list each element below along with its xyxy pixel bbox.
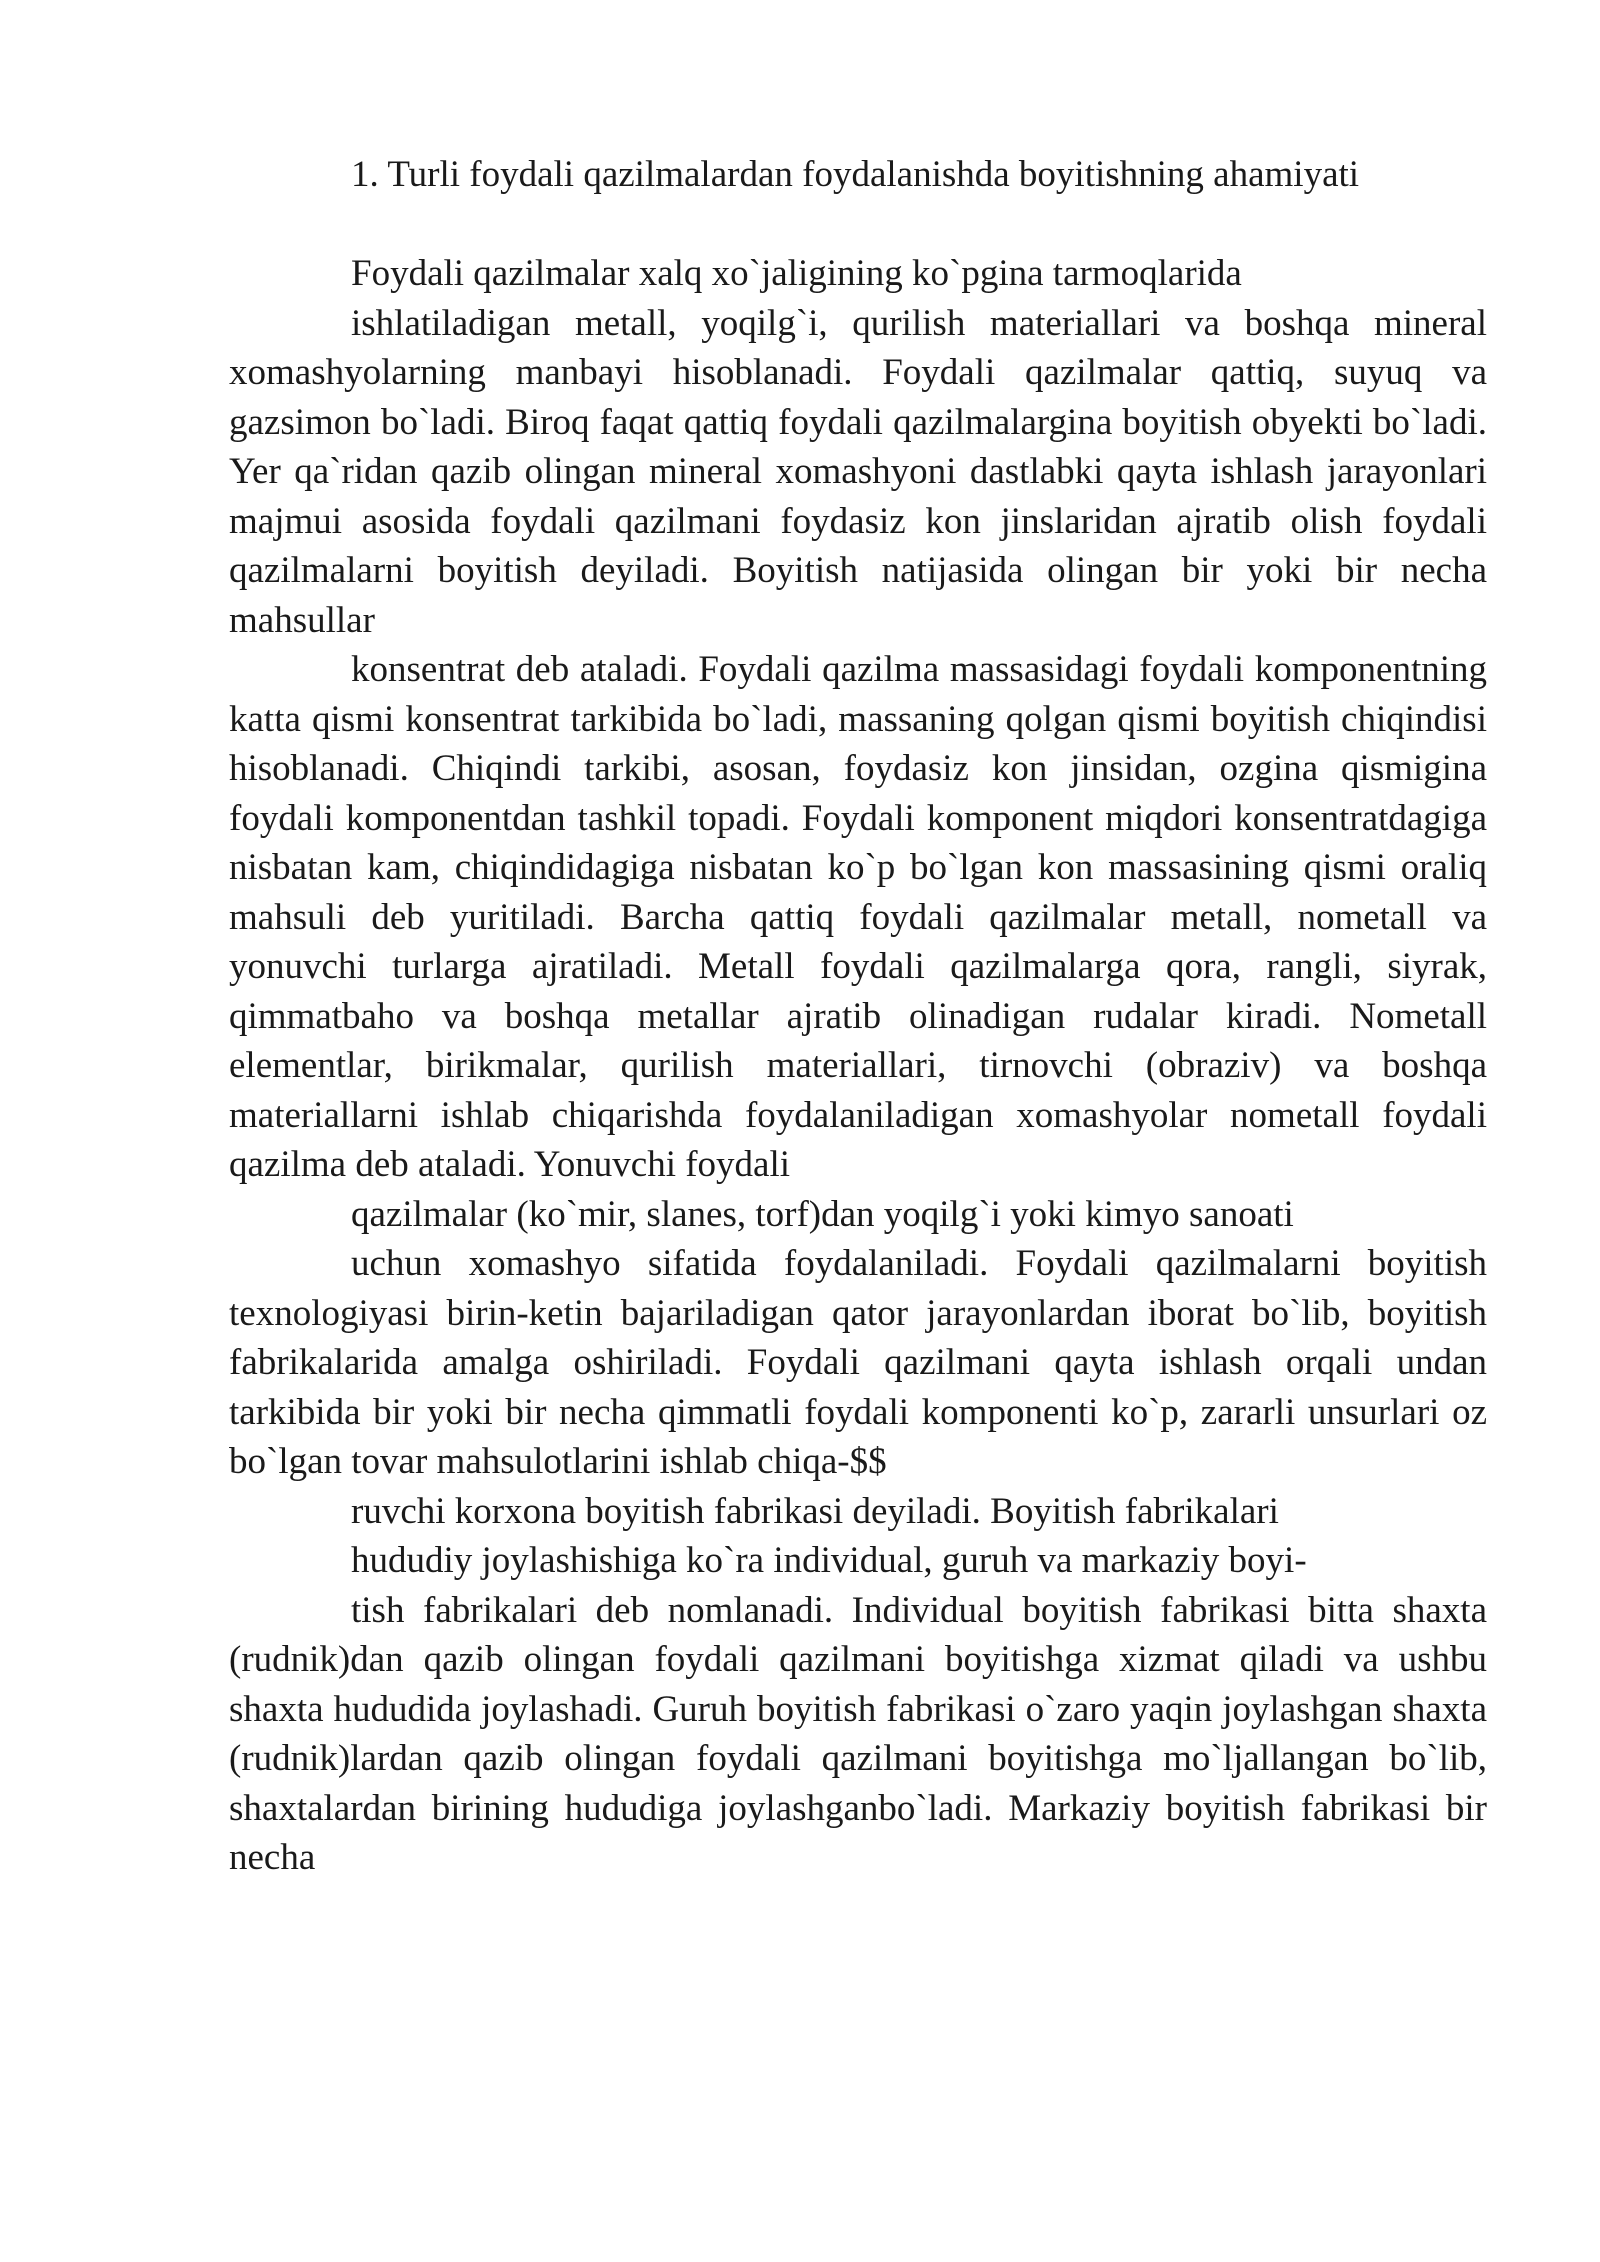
section-heading: 1. Turli foydali qazilmalardan foydalanishda boyitishning ahamiyati bbox=[351, 154, 1360, 195]
body-paragraph: hududiy joylashishiga ko`ra individual, guruh va markaziy boyi- bbox=[351, 1540, 1307, 1581]
body-text bbox=[229, 249, 1487, 1883]
body-paragraph: qazilmalar (ko`mir, slanes, torf)dan yoqilg`i yoki kimyo sanoati bbox=[351, 1193, 1294, 1235]
body-paragraph: konsentrat deb ataladi. Foydali qazilma massasidagi foydali komponentning katta qismi konsentrat tarkibida bo`ladi, massaning qolgan qismi boyitish chiqindisi hisoblanadi. Chiqindi tarkibi, asosan, foydasiz kon jinsidan, ozgina qismigina foydali komponentdan tashkil topadi. Foydali komponent miqdori konsentratdagiga nisbatan kam, chiqindidagiga nisbatan ko`p bo`lgan kon massasining qismi oraliq mahsuli deb yuritiladi. Barcha qattiq foydali qazilmalar metall, nometall va yonuvchi turlarga ajratiladi. Metall foydali qazilmalarga qora, rangli, siyrak, qimmatbaho va boshqa metallar ajratib olinadigan rudalar kiradi. Nometall elementlar, birikmalar, qurilish materiallari, tirnovchi (obraziv) va boshqa materiallarni ishlab chiqarishda foydalaniladigan xomashyolar nometall foydali qazilma deb ataladi. Yonuvchi foydali bbox=[229, 649, 1487, 1185]
heading-spacer bbox=[229, 200, 1487, 250]
document-page bbox=[229, 150, 1487, 1883]
body-paragraph: ishlatiladigan metall, yoqilg`i, qurilish materiallari va boshqa mineral xomashyolarning manbayi hisoblanadi. Foydali qazilmalar qattiq, suyuq va gazsimon bo`ladi. Biroq faqat qattiq foydali qazilmalargina boyitish obyekti bo`ladi. Yer qa`ridan qazib olingan mineral xomashyoni dastlabki qayta ishlash jarayonlari majmui asosida foydali qazilmani foydasiz kon jinslaridan ajratib olish foydali qazilmalarni boyitish deyiladi. Boyitish natijasida olingan bir yoki bir necha mahsullar bbox=[229, 302, 1487, 641]
body-paragraph: ruvchi korxona boyitish fabrikasi deyiladi. Boyitish fabrikalari bbox=[351, 1490, 1279, 1532]
body-paragraph: uchun xomashyo sifatida foydalaniladi. Foydali qazilmalarni boyitish texnologiyasi birin-ketin bajariladigan qator jarayonlardan iborat bo`lib, boyitish fabrikalarida amalga oshiriladi. Foydali qazilmani qayta ishlash orqali undan tarkibida bir yoki bir necha qimmatli foydali komponenti ko`p, zararli unsurlari oz bo`lgan tovar mahsulotlarini ishlab chiqa-$$ bbox=[229, 1243, 1487, 1482]
body-paragraph: tish fabrikalari deb nomlanadi. Individual boyitish fabrikasi bitta shaxta (rudnik)dan qazib olingan foydali qazilmani boyitishga xizmat qiladi va ushbu shaxta hududida joylashadi. Guruh boyitish fabrikasi o`zaro yaqin joylashgan shaxta (rudnik)lardan qazib olingan foydali qazilmani boyitishga mo`ljallangan bo`lib, shaxtalardan birining hududiga joylashganbo`ladi. Markaziy boyitish fabrikasi bir necha bbox=[229, 1589, 1487, 1878]
body-paragraph: Foydali qazilmalar xalq xo`jaligining ko`pgina tarmoqlarida bbox=[351, 253, 1242, 294]
